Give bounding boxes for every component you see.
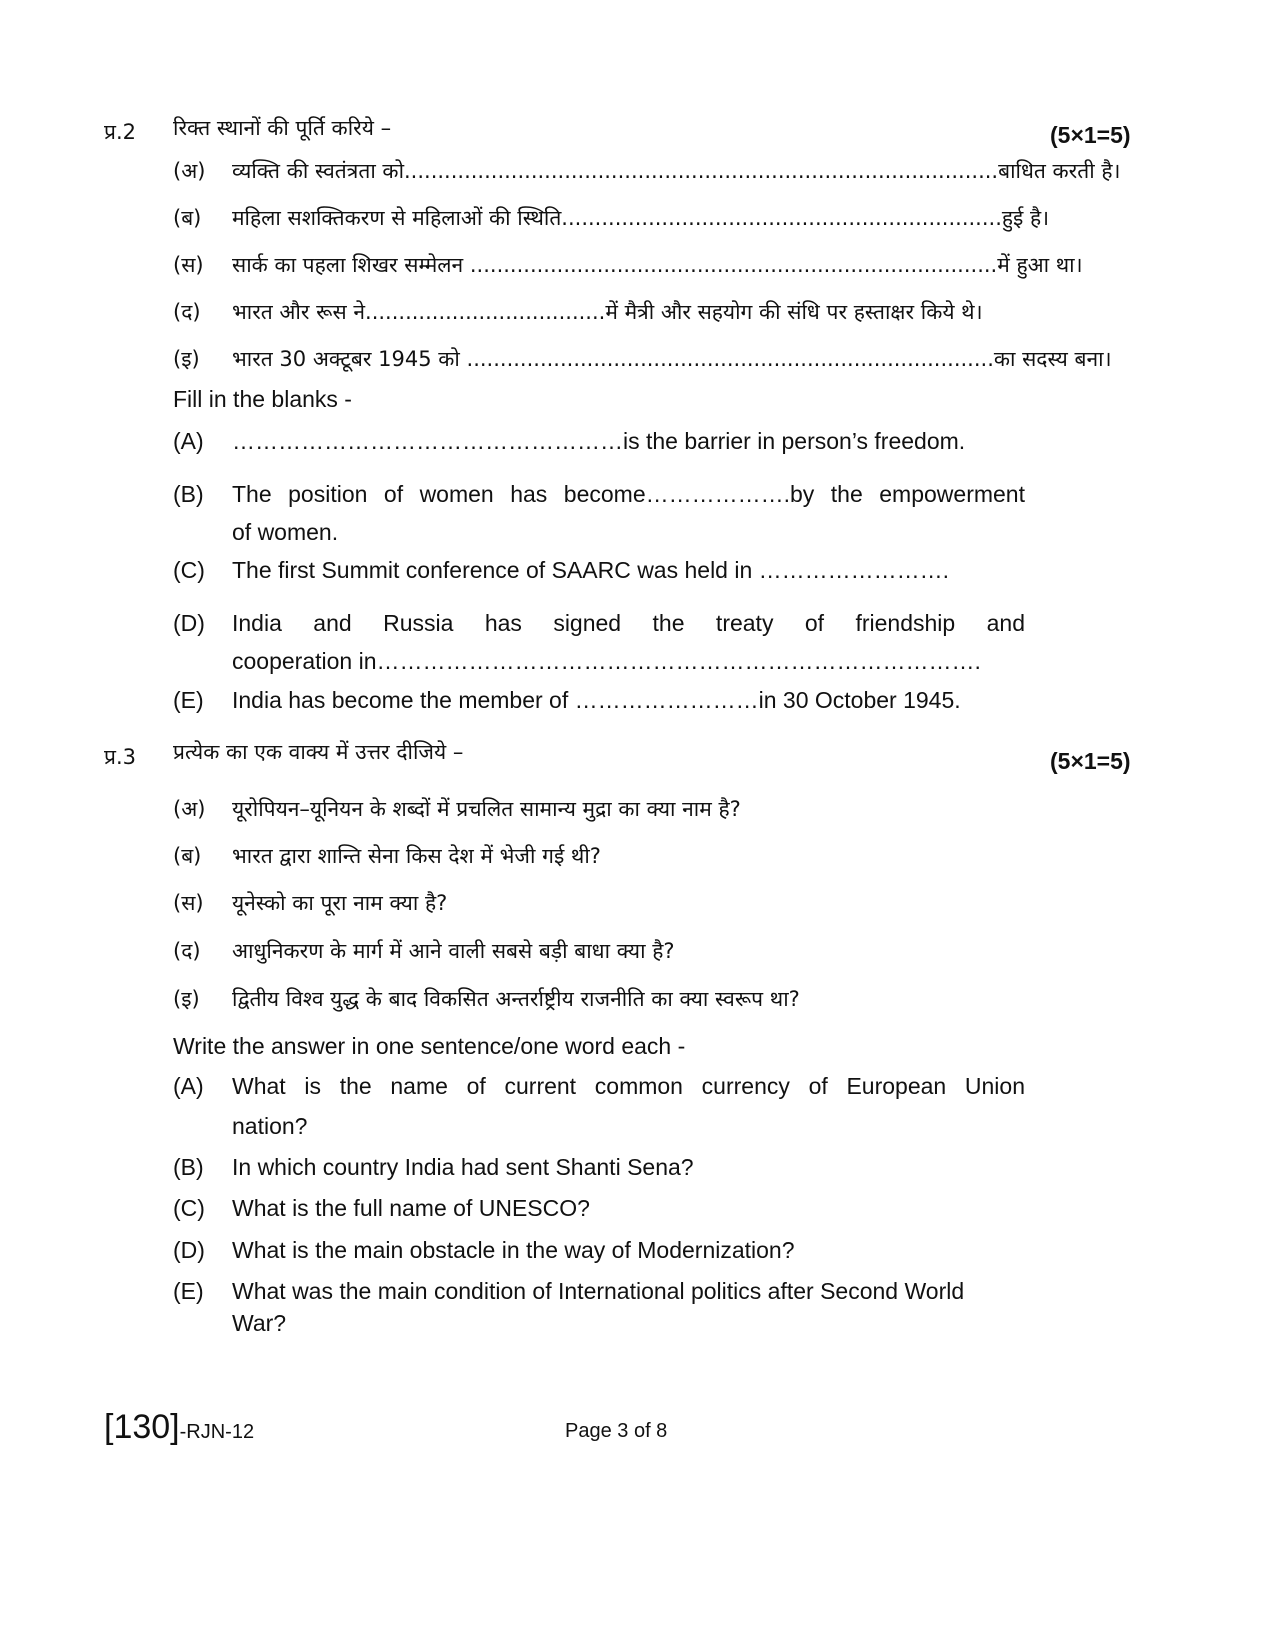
item-label: (इ) [173,347,200,371]
item-label: (द) [173,939,201,963]
item-label: (D) [173,610,205,636]
item-label: (A) [173,1073,204,1099]
item-text: The position of women has become……………….by the empowerment [232,481,1025,507]
question-title: प्रत्येक का एक वाक्य में उत्तर दीजिये – [173,740,464,764]
item-text: आधुनिकरण के मार्ग में आने वाली सबसे बड़ी बाधा क्या है? [232,939,675,963]
item-label: (C) [173,1195,205,1221]
item-text: भारत 30 अक्टूबर 1945 को ...............................................................................का सदस्य बना। [232,347,1112,371]
item-label: (इ) [173,987,200,1011]
item-label: (ब) [173,206,202,230]
item-text: What is the name of current common currency of European Union [232,1073,1025,1099]
item-label: (अ) [173,159,206,183]
item-text-continuation: War? [232,1310,287,1336]
item-text: In which country India had sent Shanti Sena? [232,1154,694,1180]
item-label: (B) [173,481,204,507]
item-text: What is the full name of UNESCO? [232,1195,590,1221]
item-text: भारत और रूस ने....................................में मैत्री और सहयोग की संधि पर हस्ताक्षर किये थे। [232,300,983,324]
item-text: What was the main condition of International politics after Second World [232,1278,965,1304]
paper-code-suffix: -RJN-12 [179,1421,255,1443]
item-label: (E) [173,687,204,713]
item-text-continuation: of women. [232,519,339,545]
item-text: द्वितीय विश्व युद्ध के बाद विकसित अन्तर्राष्ट्रीय राजनीति का क्या स्वरूप था? [232,987,800,1011]
item-text: India has become the member of ……………………in 30 October 1945. [232,687,961,713]
item-text: What is the main obstacle in the way of Modernization? [232,1237,795,1263]
item-label: (स) [173,253,204,277]
item-label: (ब) [173,844,202,868]
item-label: (E) [173,1278,204,1304]
item-label: (अ) [173,797,206,821]
item-label: (C) [173,557,205,583]
item-text: सार्क का पहला शिखर सम्मेलन ...............................................................................में हुआ था। [232,253,1083,277]
item-label: (B) [173,1154,204,1180]
item-text: यूरोपियन–यूनियन के शब्दों में प्रचलित सामान्य मुद्रा का क्या नाम है? [232,797,741,821]
english-heading: Write the answer in one sentence/one word each - [173,1033,686,1059]
paper-code-number: [130] [104,1408,180,1446]
question-number: प्र.2 [104,120,136,144]
item-text: व्यक्ति की स्वतंत्रता को.........................................................................................बाधित करती है। [232,159,1121,183]
item-text-continuation: cooperation in……………………………………………………………………. [232,648,981,674]
item-text: India and Russia has signed the treaty of friendship and [232,610,1025,636]
item-text: भारत द्वारा शान्ति सेना किस देश में भेजी गई थी? [232,844,601,868]
question-marks: (5×1=5) [1050,748,1131,774]
item-text-continuation: nation? [232,1113,308,1139]
item-label: (स) [173,891,204,915]
english-heading: Fill in the blanks - [173,386,352,412]
item-text: The first Summit conference of SAARC was held in ……………………. [232,557,950,583]
item-text: ……………………………………………is the barrier in person’s freedom. [232,428,966,454]
item-text: महिला सशक्तिकरण से महिलाओं की स्थिति..................................................................हुई है। [232,206,1050,230]
item-label: (D) [173,1237,205,1263]
item-text: यूनेस्को का पूरा नाम क्या है? [232,891,448,915]
question-title: रिक्त स्थानों की पूर्ति करिये – [173,116,392,140]
page-number: Page 3 of 8 [565,1420,668,1442]
item-label: (A) [173,428,204,454]
paper-code [104,1408,254,1447]
question-number: प्र.3 [104,745,136,769]
item-label: (द) [173,300,201,324]
question-marks: (5×1=5) [1050,122,1131,148]
